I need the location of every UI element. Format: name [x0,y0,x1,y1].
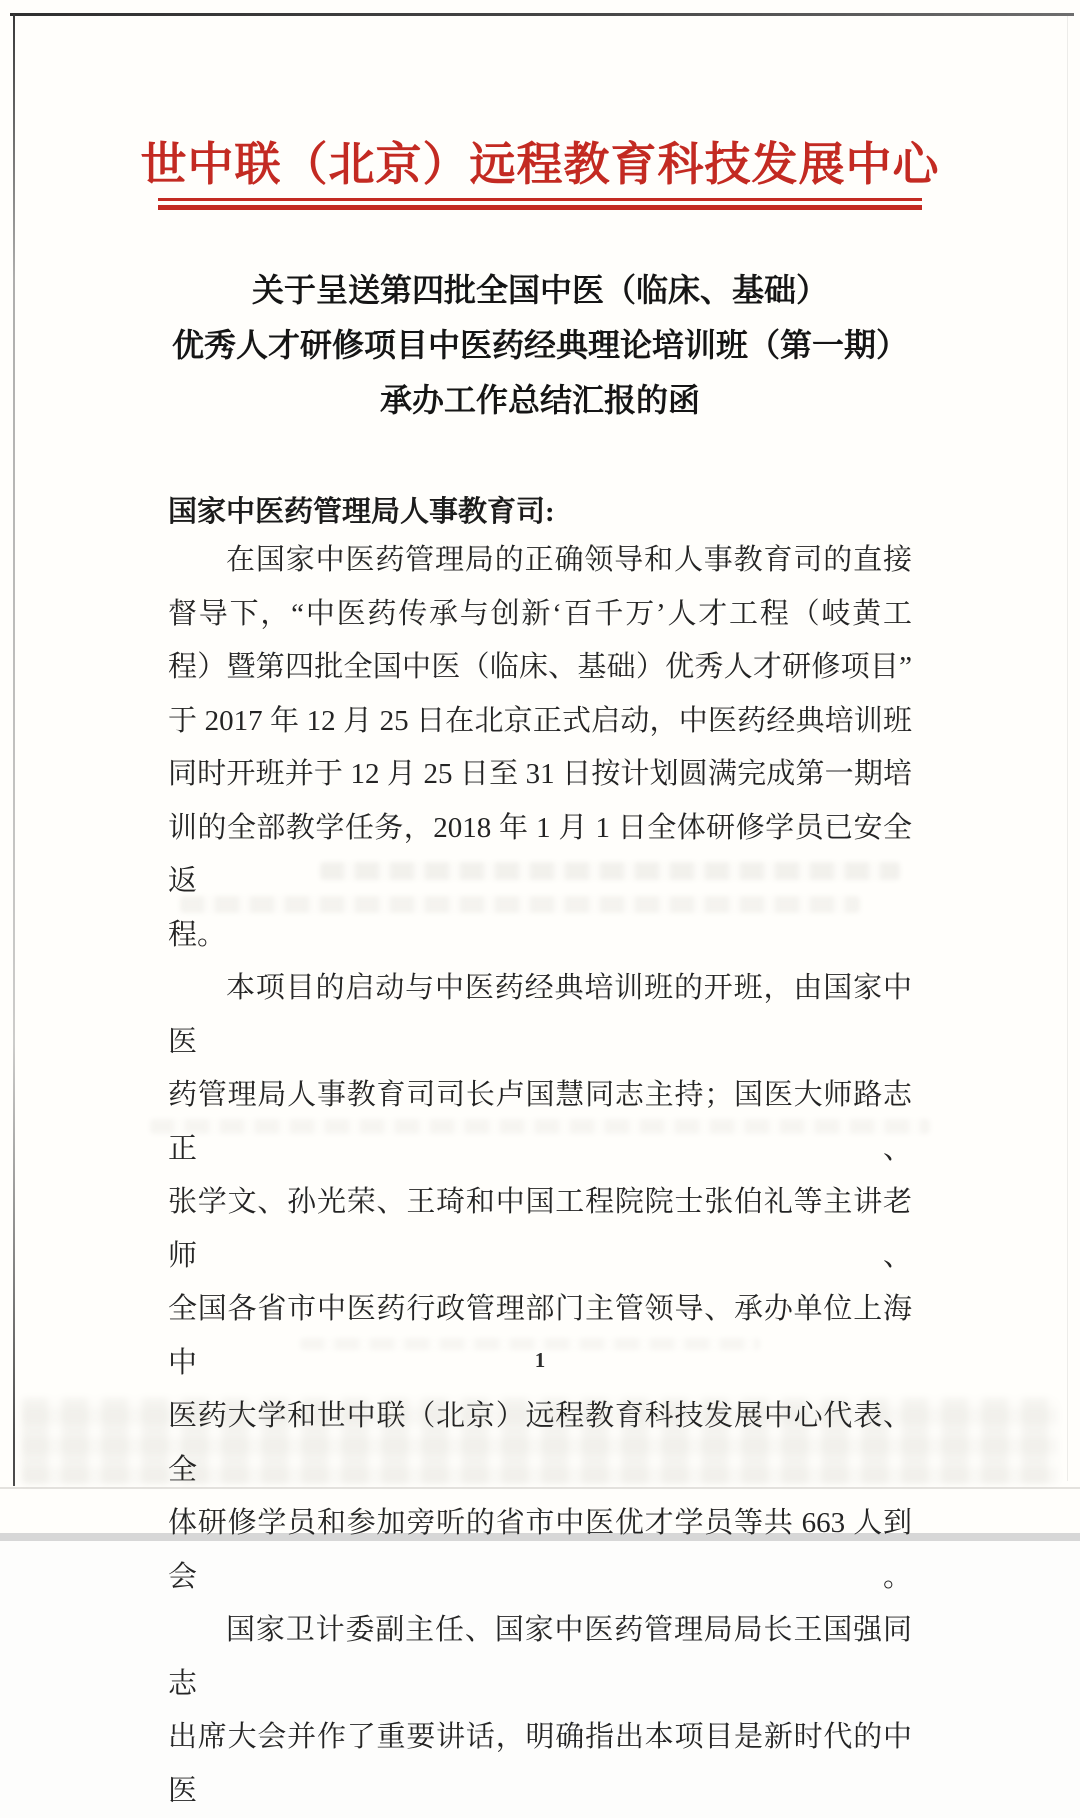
document-title-line: 关于呈送第四批全国中医（临床、基础） [251,272,828,308]
body-line: 药管理局人事教育司司长卢国慧同志主持；国医大师路志正、 [168,1079,912,1165]
body-line: 医药大学和世中联（北京）远程教育科技发展中心代表、全 [168,1400,912,1486]
document-title-line: 承办工作总结汇报的函 [379,382,700,418]
document-body [168,534,912,1818]
body-line: 程）暨第四批全国中医（临床、基础）优秀人才研修项目” [168,651,912,683]
body-line: 训的全部教学任务，2018 年 1 月 1 日全体研修学员已安全返 [168,811,912,897]
body-line: 本项目的启动与中医药经典培训班的开班，由国家中医 [168,972,912,1058]
body-line: 同时开班并于 12 月 25 日至 31 日按计划圆满完成第一期培 [168,758,912,790]
body-line: 张学文、孙光荣、王琦和中国工程院院士张伯礼等主讲老师、 [168,1186,912,1272]
salutation: 国家中医药管理局人事教育司: [168,496,555,528]
body-line: 全国各省市中医药行政管理部门主管领导、承办单位上海中 [168,1293,912,1379]
body-line: 出席大会并作了重要讲话，明确指出本项目是新时代的中医 [168,1721,912,1807]
letterhead-rule-thick [158,205,922,210]
scan-right-edge-line [1067,16,1068,1481]
document-title [90,263,990,428]
document-title-line: 优秀人才研修项目中医药经典理论培训班（第一期） [171,327,908,363]
page-number: 1 [534,1348,546,1372]
body-line: 在国家中医药管理局的正确领导和人事教育司的直接 [226,544,912,576]
scan-top-edge-line [10,13,1074,16]
body-line: 体研修学员和参加旁听的省市中医优才学员等共 663 人到会。 [168,1507,912,1593]
letterhead-rule-thin [158,198,922,201]
body-line: 督导下，“中医药传承与创新‘百千万’人才工程（岐黄工 [168,597,912,630]
body-line: 国家卫计委副主任、国家中医药管理局局长王国强同志 [168,1614,912,1700]
body-line: 程。 [168,918,227,951]
letterhead-title: 世中联（北京）远程教育科技发展中心 [140,139,940,190]
body-line: 于 2017 年 12 月 25 日在北京正式启动，中医药经典培训班 [168,704,912,737]
scan-left-edge-line [13,14,15,1486]
